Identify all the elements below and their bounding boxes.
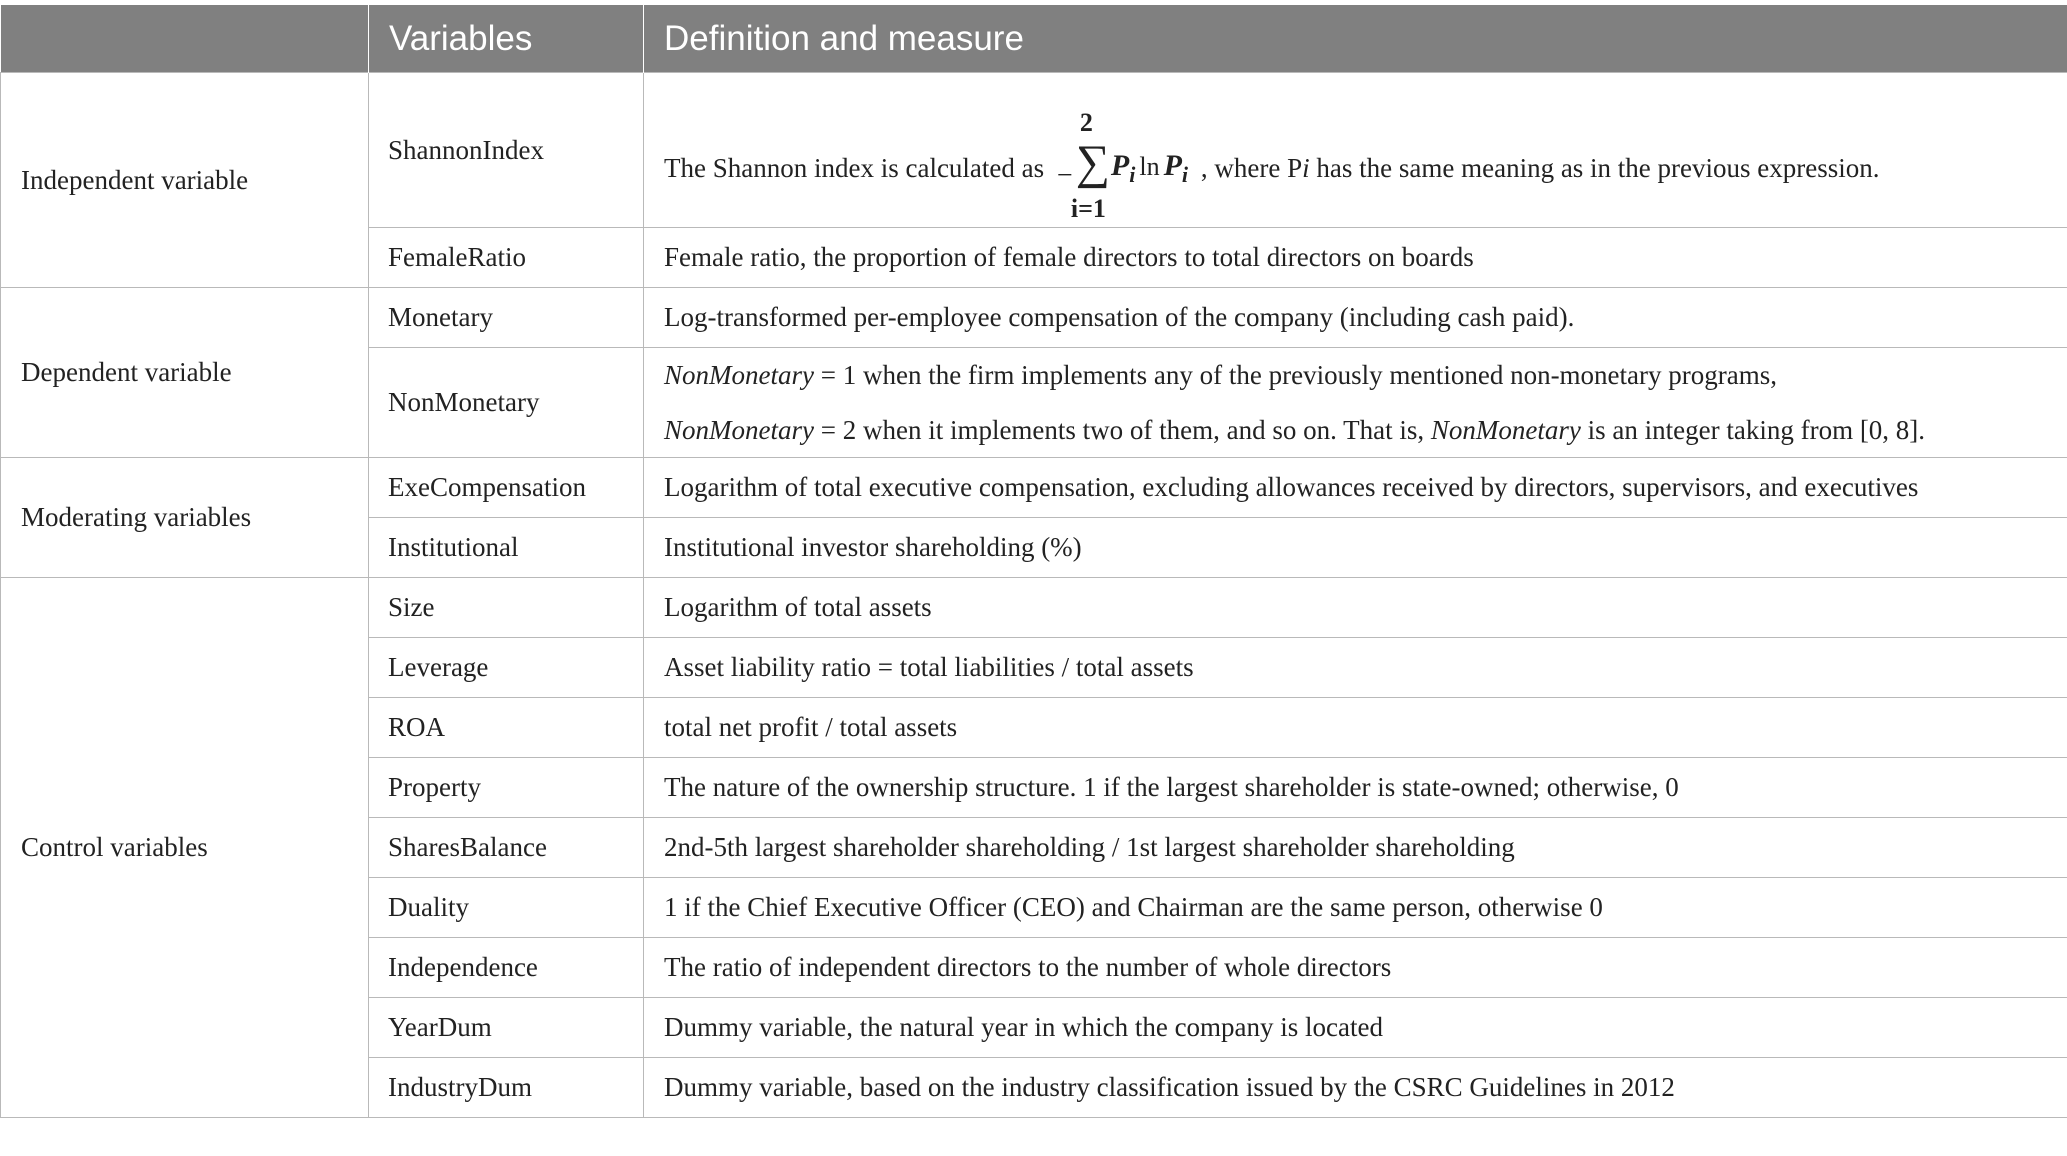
shannon-def-suffix-i: i [1302,153,1310,184]
header-row [1,5,2067,73]
header-variables: Variables [369,5,644,73]
formula-minus: − [1056,160,1073,191]
nonmonetary-l2-var2: NonMonetary [1430,414,1581,445]
def-roa: total net profit / total assets [644,698,2067,758]
var-duality: Duality [369,878,644,938]
def-property: The nature of the ownership structure. 1 if the largest shareholder is state-owned; otherwise, 0 [644,758,2067,818]
group-control: Control variables [1,578,369,1118]
group-moderating: Moderating variables [1,458,369,578]
formula-p2: P [1163,149,1182,182]
var-execompensation: ExeCompensation [369,458,644,518]
shannon-def-suffix-a: , where P [1200,153,1303,184]
formula-p1: P [1110,149,1130,182]
var-industrydum: IndustryDum [369,1058,644,1118]
nonmonetary-l2-text2: is an integer taking from [0, 8]. [1580,414,1926,445]
def-independence: The ratio of independent directors to the number of whole directors [644,938,2067,998]
shannon-def-prefix: The Shannon index is calculated as [664,153,1045,184]
var-property: Property [369,758,644,818]
def-shannonindex [644,73,2067,228]
nonmonetary-l2-var: NonMonetary [664,414,814,445]
formula-ln: ln [1139,152,1160,181]
def-monetary: Log-transformed per-employee compensation of the company (including cash paid). [644,288,2067,348]
var-yeardum: YearDum [369,998,644,1058]
nonmonetary-l1-var: NonMonetary [664,360,814,391]
def-institutional: Institutional investor shareholding (%) [644,518,2067,578]
formula-upper-limit: 2 [1079,108,1093,137]
formula-i2: i [1181,162,1189,187]
formula-sigma: ∑ [1075,136,1111,189]
table-row [1,578,2067,638]
nonmonetary-line2 [664,414,2047,446]
formula-term [1111,148,1188,188]
def-yeardum: Dummy variable, the natural year in which the company is located [644,998,2067,1058]
formula-i1: i [1129,162,1136,187]
def-size: Logarithm of total assets [644,578,2067,638]
var-independence: Independence [369,938,644,998]
var-shannonindex: ShannonIndex [369,73,644,228]
var-roa: ROA [369,698,644,758]
var-leverage: Leverage [369,638,644,698]
var-size: Size [369,578,644,638]
def-duality: 1 if the Chief Executive Officer (CEO) and Chairman are the same person, otherwise 0 [644,878,2067,938]
formula-lower-limit: i=1 [1070,194,1106,223]
nonmonetary-l1-text: = 1 when the firm implements any of the previously mentioned non-monetary programs, [813,360,1777,391]
shannon-formula [1053,108,1199,223]
table-body [1,73,2067,1118]
table-row [1,458,2067,518]
def-femaleratio: Female ratio, the proportion of female directors to total directors on boards [644,228,2067,288]
nonmonetary-line1 [664,360,1777,390]
group-dependent: Dependent variable [1,288,369,458]
group-independent: Independent variable [1,73,369,288]
def-leverage: Asset liability ratio = total liabilities / total assets [644,638,2067,698]
var-femaleratio: FemaleRatio [369,228,644,288]
shannon-def-suffix-b: has the same meaning as in the previous expression. [1309,153,1880,184]
def-execompensation: Logarithm of total executive compensation, excluding allowances received by directors, supervisors, and executives [644,458,2067,518]
table-header [1,5,2067,73]
table-row [1,288,2067,348]
var-sharesbalance: SharesBalance [369,818,644,878]
variables-table [0,5,2067,1118]
var-monetary: Monetary [369,288,644,348]
var-institutional: Institutional [369,518,644,578]
var-nonmonetary: NonMonetary [369,348,644,458]
table-row [1,73,2067,228]
header-definition: Definition and measure [644,5,2067,73]
def-industrydum: Dummy variable, based on the industry classification issued by the CSRC Guidelines in 2012 [644,1058,2067,1118]
def-nonmonetary [644,348,2067,458]
header-group [1,5,369,73]
def-sharesbalance: 2nd-5th largest shareholder shareholding / 1st largest shareholder shareholding [644,818,2067,878]
nonmonetary-l2-text: = 2 when it implements two of them, and so on. That is, [813,414,1431,445]
